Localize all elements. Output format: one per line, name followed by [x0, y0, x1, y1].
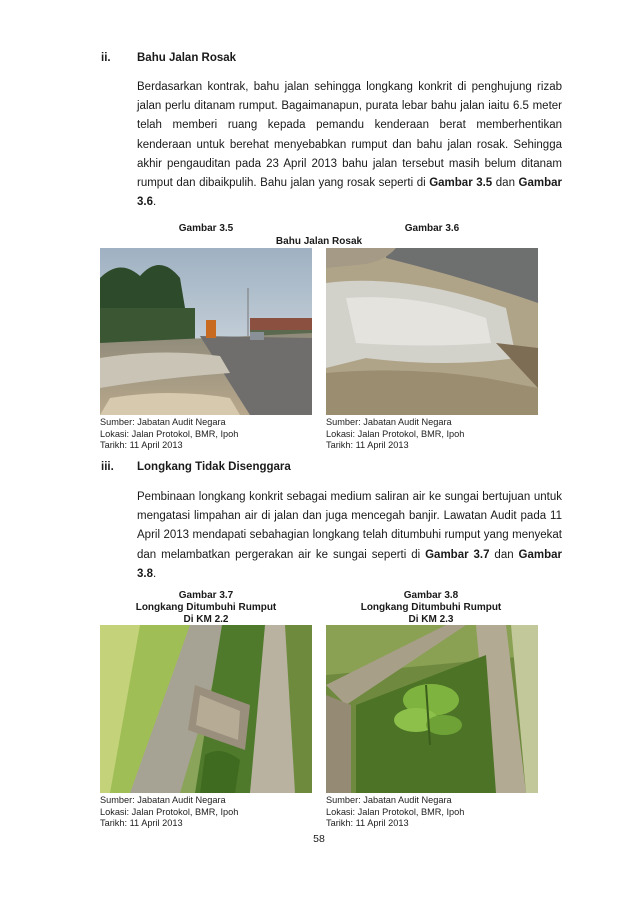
page-number: 58 [313, 833, 325, 845]
source-note: Sumber: Jabatan Audit Negara Lokasi: Jalan Protokol, BMR, Ipoh Tarikh: 11 April 2013 [326, 795, 465, 829]
figure-reference: Gambar 3.8 [137, 548, 563, 580]
figure-label: Gambar 3.6 [404, 223, 460, 234]
section-title: Longkang Tidak Disenggara [137, 461, 291, 473]
photo-damaged-road-shoulder [100, 248, 312, 415]
section-paragraph: Berdasarkan kontrak, bahu jalan sehingga longkang konkrit di penghujung rizab jalan perlu ditanam rumput. Bagaimanapun, purata lebar bahu jalan iaitu 6.5 meter telah memberi ruang kepada pemandu kenderaan berat memberhentikan kenderaan untuk berehat menyebabkan rumput dan bahu jalan rosak. Sehingga akhir pengauditan pada 23 April 2013 bahu jalan tersebut masih belum ditanam rumput dan dibaikpulih. Bahu jalan yang rosak seperti di Gambar 3.5 dan Gambar 3.6. [137, 81, 562, 209]
figure-reference: Gambar 3.7 [425, 548, 490, 561]
section-number: ii. [101, 52, 111, 64]
figure-reference: Gambar 3.5 [429, 177, 493, 190]
photo-drain-with-weeds [326, 625, 538, 793]
figure-caption-block: Gambar 3.8 Longkang Ditumbuhi Rumput Di KM 2.3 [360, 590, 502, 625]
section-title: Bahu Jalan Rosak [137, 52, 237, 64]
figure-caption-block: Gambar 3.7 Longkang Ditumbuhi Rumput Di KM 2.2 [135, 590, 277, 625]
photo-muddy-road-shoulder [326, 248, 538, 415]
source-note: Sumber: Jabatan Audit Negara Lokasi: Jalan Protokol, BMR, Ipoh Tarikh: 11 April 2013 [326, 417, 465, 451]
figure-caption: Bahu Jalan Rosak [275, 236, 363, 247]
source-note: Sumber: Jabatan Audit Negara Lokasi: Jalan Protokol, BMR, Ipoh Tarikh: 11 April 2013 [100, 417, 239, 451]
section-number: iii. [101, 461, 114, 473]
section-paragraph: Pembinaan longkang konkrit sebagai medium saliran air ke sungai bertujuan untuk mengatasi limpahan air di jalan dan juga mencegah banjir. Lawatan Audit pada 11 April 2013 mendapati sebahagian longkang telah ditumbuhi rumput yang menyekat dan melambatkan pergerakan air ke sungai seperti di Gambar 3.7 dan Gambar 3.8. [137, 491, 563, 580]
photo-overgrown-drain [100, 625, 312, 793]
source-note: Sumber: Jabatan Audit Negara Lokasi: Jalan Protokol, BMR, Ipoh Tarikh: 11 April 2013 [100, 795, 239, 829]
figure-label: Gambar 3.5 [178, 223, 234, 234]
figure-reference: Gambar 3.6 [137, 177, 562, 209]
